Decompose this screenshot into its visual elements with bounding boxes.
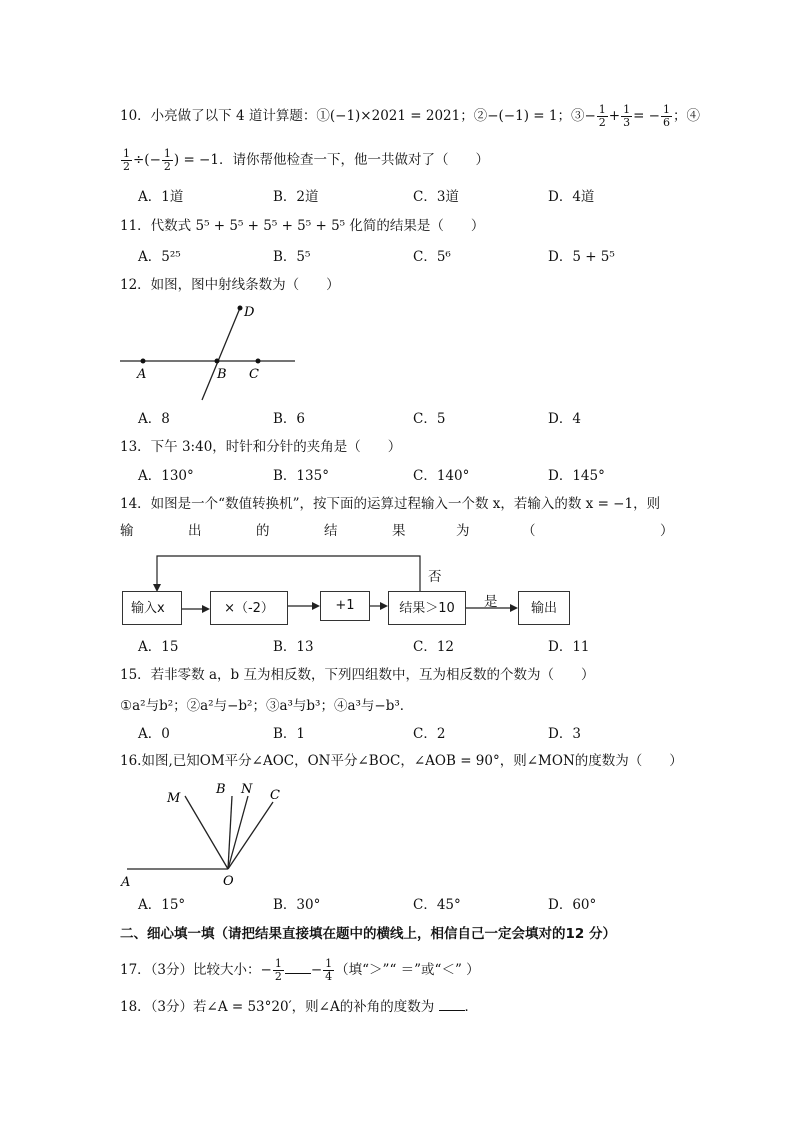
q11-expr: 5⁵ + 5⁵ + 5⁵ + 5⁵ + 5⁵ bbox=[195, 218, 346, 234]
q16-label-m: M bbox=[167, 791, 181, 806]
q10-line1: 10．小亮做了以下 4 道计算题：①(−1)×2021 = 2021；②−(−1) = 1；③− $\frac{1}{2}$ + $\frac{1}{3}$ = − $\frac{1}{6}$ ；④ bbox=[120, 103, 700, 129]
q14-word-8: ） bbox=[660, 523, 674, 539]
section-2-title: 二、细心填一填（请把结果直接填在题中的横线上，相信自己一定会填对的12 分） bbox=[120, 926, 616, 942]
q14-word-5: 果 bbox=[392, 523, 406, 539]
q16-label-c: C bbox=[270, 788, 280, 803]
q10-line2 bbox=[120, 148, 489, 173]
q10-choice-d[interactable]: D．4道 bbox=[548, 189, 595, 205]
q14-box-add bbox=[320, 591, 370, 621]
q10-prefix: 10．小亮做了以下 4 道计算题：① bbox=[120, 108, 330, 124]
q14-box-multiply bbox=[210, 591, 288, 625]
q15-choice-b[interactable]: B．1 bbox=[273, 726, 306, 742]
q11-choice-d[interactable]: D．5 + 5⁵ bbox=[548, 249, 615, 265]
q11-prefix: 11．代数式 bbox=[120, 218, 196, 234]
q18-text: 18．（3分）若∠A = 53°20′，则∠A的补角的度数为 bbox=[120, 999, 439, 1015]
q10-line2-frac2-den: 2 bbox=[163, 160, 171, 173]
q10-frac-a-den: 2 bbox=[598, 116, 606, 129]
q17-mid: − bbox=[310, 962, 323, 978]
q14-choice-c[interactable]: C．12 bbox=[413, 639, 455, 655]
q14-arrowhead-4 bbox=[510, 604, 518, 612]
q10-sep1: ；② bbox=[460, 108, 488, 124]
q14-box-multiply-text: ×（-2） bbox=[224, 601, 274, 616]
q12-question: 12．如图，图中射线条数为（ ） bbox=[120, 277, 340, 293]
q10-frac-c-num: 1 bbox=[663, 103, 670, 116]
q14-word-6: 为 bbox=[456, 523, 470, 539]
q14-choices bbox=[138, 638, 698, 656]
q10-frac-a bbox=[597, 104, 608, 129]
q10-eq: = − bbox=[633, 108, 660, 124]
q14-word-4: 结 bbox=[324, 523, 338, 539]
q12-choice-a[interactable]: A．8 bbox=[138, 411, 170, 427]
q12-label-a: A bbox=[137, 367, 147, 382]
q14-arrowhead-3 bbox=[380, 602, 388, 610]
q10-line2-frac2-num: 1 bbox=[163, 147, 171, 160]
q13-choices bbox=[138, 467, 698, 485]
q14-choice-d[interactable]: D．11 bbox=[548, 639, 590, 655]
q10-sep2: ；③ bbox=[557, 108, 585, 124]
q14-arrowhead-1 bbox=[202, 605, 210, 613]
q13-choice-c[interactable]: C．140° bbox=[413, 468, 470, 484]
q12-label-c: C bbox=[249, 367, 259, 382]
q11-choice-b[interactable]: B．5⁵ bbox=[273, 249, 311, 265]
q10-line2-rest: ) = −1 bbox=[173, 152, 219, 168]
q12-point-a bbox=[141, 359, 146, 364]
q12-choice-d[interactable]: D．4 bbox=[548, 411, 581, 427]
q15-choice-d[interactable]: D．3 bbox=[548, 726, 581, 742]
q16-choices bbox=[138, 896, 698, 914]
q12-label-b: B bbox=[217, 367, 227, 382]
q14-box-output-text: 输出 bbox=[530, 601, 557, 616]
q14-box-result bbox=[388, 591, 466, 625]
q12-choice-b[interactable]: B．6 bbox=[273, 411, 306, 427]
q10-line2-div: ÷(− bbox=[133, 152, 161, 168]
q12-figure bbox=[115, 300, 305, 405]
q10-line2-frac1-den: 2 bbox=[123, 160, 130, 173]
q14-yes-label: 是 bbox=[484, 594, 498, 610]
q13-question: 13．下午 3:40，时针和分针的夹角是（ ） bbox=[120, 439, 402, 455]
q17-frac2 bbox=[323, 958, 334, 983]
q10-choice-b[interactable]: B．2道 bbox=[273, 189, 319, 205]
q17-frac1-den: 2 bbox=[274, 970, 282, 983]
q17-question bbox=[120, 958, 480, 983]
q14-box-add-text: +1 bbox=[335, 598, 355, 613]
q13-choice-b[interactable]: B．135° bbox=[273, 468, 329, 484]
q10-plus: + bbox=[608, 108, 621, 124]
q16-figure bbox=[115, 778, 305, 893]
q13-choice-d[interactable]: D．145° bbox=[548, 468, 605, 484]
q10-choice-c[interactable]: C．3道 bbox=[413, 189, 459, 205]
q14-word-3: 的 bbox=[256, 523, 270, 539]
q11-choices bbox=[138, 248, 698, 266]
q14-feedback-line bbox=[157, 556, 420, 592]
q18-answer-blank[interactable] bbox=[439, 998, 465, 1011]
q18-question bbox=[120, 998, 478, 1016]
q14-arrowhead-2 bbox=[312, 602, 320, 610]
q17-frac1-num: 1 bbox=[274, 957, 282, 970]
q10-frac-b-den: 3 bbox=[623, 116, 631, 129]
q16-choice-a[interactable]: A．15° bbox=[138, 897, 186, 913]
q12-point-b bbox=[215, 359, 220, 364]
q11-question bbox=[120, 217, 484, 235]
q10-choice-a[interactable]: A．1道 bbox=[138, 189, 184, 205]
q17-prefix: 17．（3分）比较大小：− bbox=[120, 962, 272, 978]
q13-choice-a[interactable]: A．130° bbox=[138, 468, 194, 484]
q10-frac-a-num: 1 bbox=[598, 103, 606, 116]
q14-box-input bbox=[122, 591, 182, 625]
q16-choice-b[interactable]: B．30° bbox=[273, 897, 321, 913]
q12-choice-c[interactable]: C．5 bbox=[413, 411, 446, 427]
q12-label-d: D bbox=[244, 305, 255, 320]
q10-frac-c-den: 6 bbox=[663, 116, 670, 129]
q16-ray-oc bbox=[228, 802, 273, 869]
q10-expr1: (−1)×2021 = 2021 bbox=[329, 108, 461, 124]
q16-question: 16.如图,已知OM平分∠AOC，ON平分∠BOC，∠AOB = 90°，则∠MON的度数为（ ） bbox=[120, 753, 683, 769]
q10-line2-frac1-num: 1 bbox=[123, 147, 130, 160]
q11-suffix: 化简的结果是（ ） bbox=[345, 218, 485, 234]
q17-answer-blank[interactable] bbox=[285, 961, 311, 974]
q14-no-label: 否 bbox=[428, 569, 442, 585]
q15-question: 15．若非零数 a，b 互为相反数，下列四组数中，互为相反数的个数为（ ） bbox=[120, 667, 595, 683]
q15-choice-c[interactable]: C．2 bbox=[413, 726, 446, 742]
q10-line2-frac1 bbox=[121, 148, 132, 173]
q14-box-result-text: 结果＞10 bbox=[399, 601, 455, 616]
q10-frac-b-num: 1 bbox=[623, 103, 631, 116]
q14-choice-a[interactable]: A．15 bbox=[138, 639, 179, 655]
q15-groups: ①a²与b²；②a²与−b²；③a³与b³；④a³与−b³． bbox=[120, 698, 414, 714]
q17-frac1 bbox=[273, 958, 284, 983]
q14-question: 14．如图是一个“数值转换机”，按下面的运算过程输入一个数 x，若输入的数 x = −1，则 bbox=[120, 496, 661, 512]
q16-label-n: N bbox=[241, 782, 253, 797]
q10-frac-c bbox=[661, 104, 672, 129]
q12-choices bbox=[138, 410, 698, 428]
q16-choice-c[interactable]: C．45° bbox=[413, 897, 461, 913]
q18-end: ． bbox=[464, 999, 478, 1015]
q17-frac2-num: 1 bbox=[325, 957, 333, 970]
q14-choice-b[interactable]: B．13 bbox=[273, 639, 314, 655]
q17-frac2-den: 4 bbox=[325, 970, 333, 983]
q14-word-2: 出 bbox=[188, 523, 202, 539]
q17-suffix: （填“＞”“ ＝”或“＜” ） bbox=[335, 962, 480, 978]
q11-choice-c[interactable]: C．5⁶ bbox=[413, 249, 451, 265]
q11-choice-a[interactable]: A．5²⁵ bbox=[138, 249, 181, 265]
q14-spread-line bbox=[120, 522, 672, 540]
q12-slant-line bbox=[202, 308, 240, 400]
q10-line2-frac2 bbox=[162, 148, 173, 173]
q10-sep3: ；④ bbox=[673, 108, 700, 124]
q15-choice-a[interactable]: A．0 bbox=[138, 726, 170, 742]
q12-point-c bbox=[256, 359, 261, 364]
q16-label-o: O bbox=[223, 874, 234, 889]
q14-word-1: 输 bbox=[120, 523, 134, 539]
q16-label-a: A bbox=[121, 875, 131, 890]
q15-choices bbox=[138, 725, 698, 743]
q10-choices bbox=[138, 188, 698, 206]
q10-frac-b bbox=[621, 104, 632, 129]
q16-ray-om bbox=[185, 796, 228, 869]
q14-word-7: （ bbox=[522, 523, 536, 539]
q14-box-input-text: 输入x bbox=[131, 601, 165, 616]
q12-point-d bbox=[238, 306, 243, 311]
q10-expr2: −(−1) = 1 bbox=[487, 108, 558, 124]
q16-choice-d[interactable]: D．60° bbox=[548, 897, 597, 913]
q14-box-output bbox=[518, 591, 570, 625]
q16-label-b: B bbox=[216, 782, 226, 797]
q10-line2-text: ．请你帮他检查一下，他一共做对了（ ） bbox=[218, 152, 489, 168]
